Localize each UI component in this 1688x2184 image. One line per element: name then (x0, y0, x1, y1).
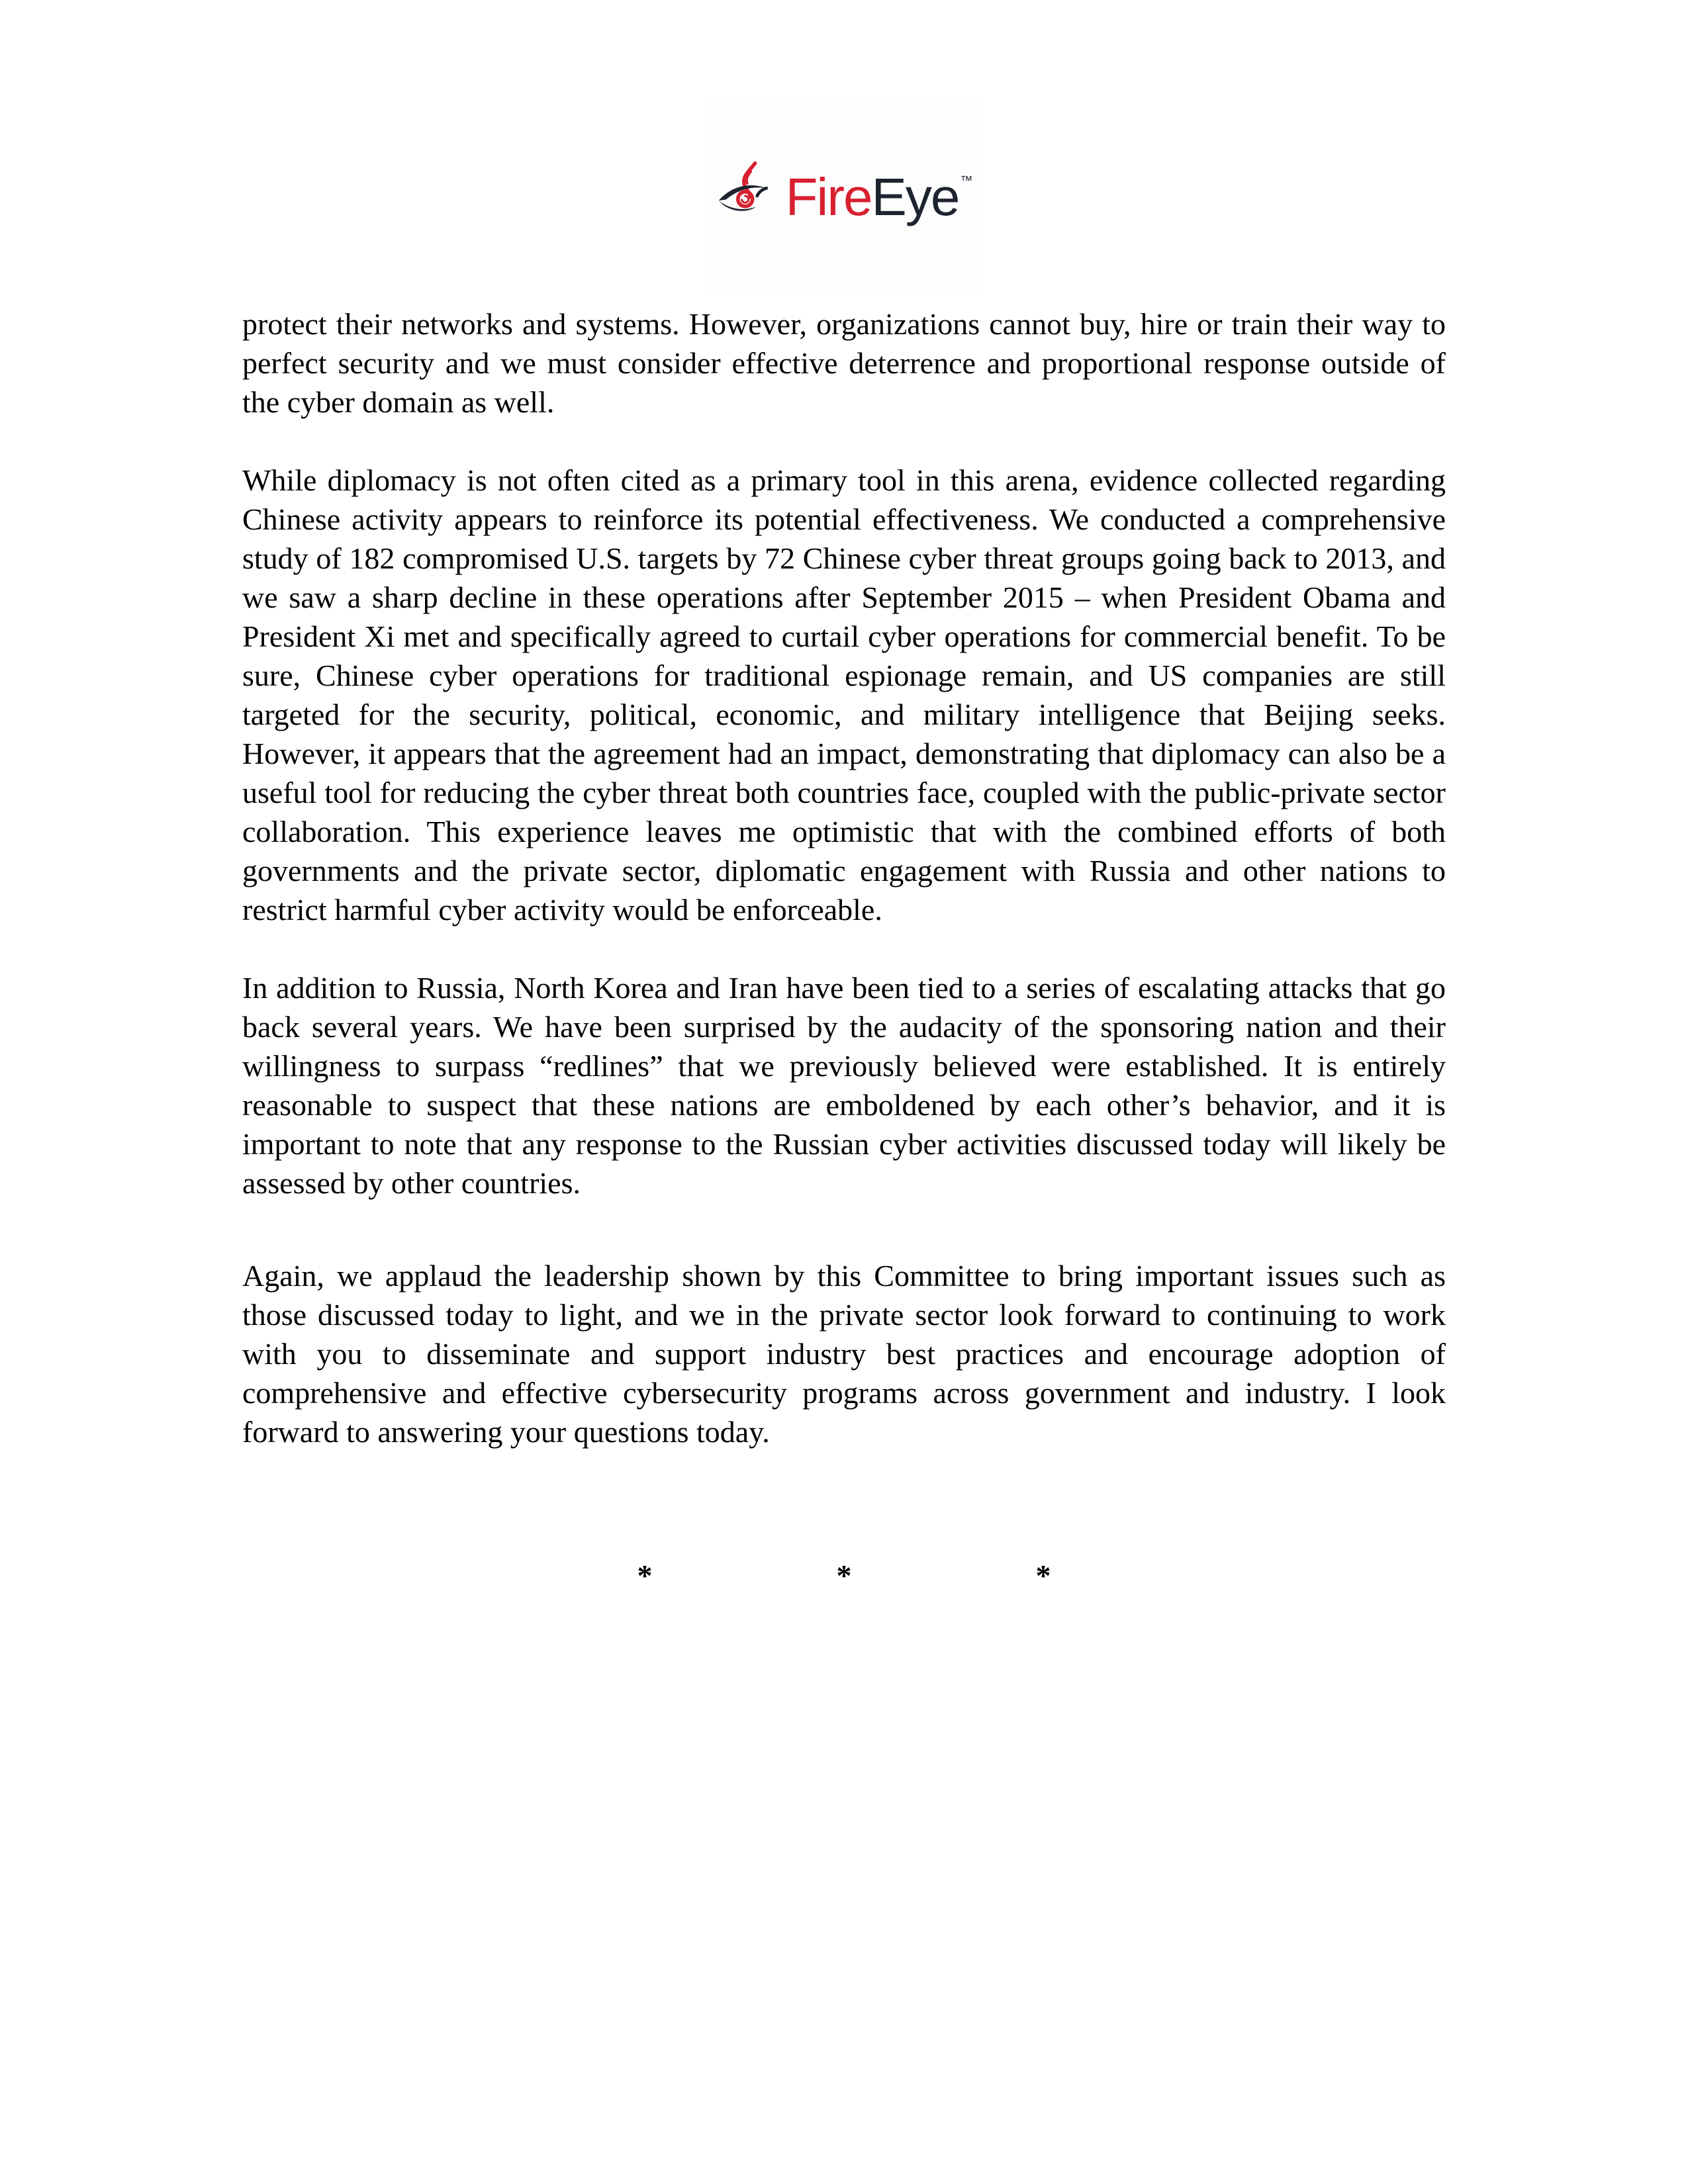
asterisk-separator (242, 1561, 1446, 1591)
asterisk: * (1035, 1559, 1051, 1592)
asterisk: * (637, 1559, 653, 1592)
paragraph-3: In addition to Russia, North Korea and Iran have been tied to a series of escalating attacks that go back several years. We have been surprised by the audacity of the sponsoring nation and their willingness to surpass “redlines” that we previously believed were established. It is entirely reasonable to suspect that these nations are emboldened by each other’s behavior, and it is important to note that any response to the Russian cyber activities discussed today will likely be assessed by other countries. (242, 971, 1446, 1200)
paragraph-4: Again, we applaud the leadership shown by this Committee to bring important issues such as those discussed today to light, and we in the private sector look forward to continuing to work with you to disseminate and support industry best practices and encourage adoption of comprehensive and effective cybersecurity programs across government and industry. I look forward to answering your questions today. (242, 1259, 1446, 1449)
fireeye-eye-flame-icon (716, 159, 783, 223)
fireeye-logo-text (785, 167, 973, 226)
fireeye-logo (706, 101, 982, 294)
logo-trademark: ™ (960, 174, 973, 188)
logo-fire-text: Fire (785, 167, 872, 226)
paragraph-2: While diplomacy is not often cited as a primary tool in this arena, evidence collected regarding Chinese activity appears to reinforce its potential effectiveness. We conducted a comprehensive study of 182 compromised U.S. targets by 72 Chinese cyber threat groups going back to 2013, and we saw a sharp decline in these operations after September 2015 – when President Obama and President Xi met and specifically agreed to curtail cyber operations for commercial benefit. To be sure, Chinese cyber operations for traditional espionage remain, and US companies are still targeted for the security, political, economic, and military intelligence that Beijing seeks. However, it appears that the agreement had an impact, demonstrating that diplomacy can also be a useful tool for reducing the cyber threat both countries face, coupled with the public-private sector collaboration. This experience leaves me optimistic that with the combined efforts of both governments and the private sector, diplomatic engagement with Russia and other nations to restrict harmful cyber activity would be enforceable. (242, 463, 1446, 927)
fireeye-logo-inner (716, 167, 973, 226)
paragraph-1: protect their networks and systems. However, organizations cannot buy, hire or train their way to perfect security and we must consider effective deterrence and proportional response outside of the cyber domain as well. (242, 307, 1446, 419)
logo-eye-text: Eye (871, 167, 959, 226)
asterisk: * (836, 1559, 852, 1592)
document-body (0, 304, 1688, 1591)
